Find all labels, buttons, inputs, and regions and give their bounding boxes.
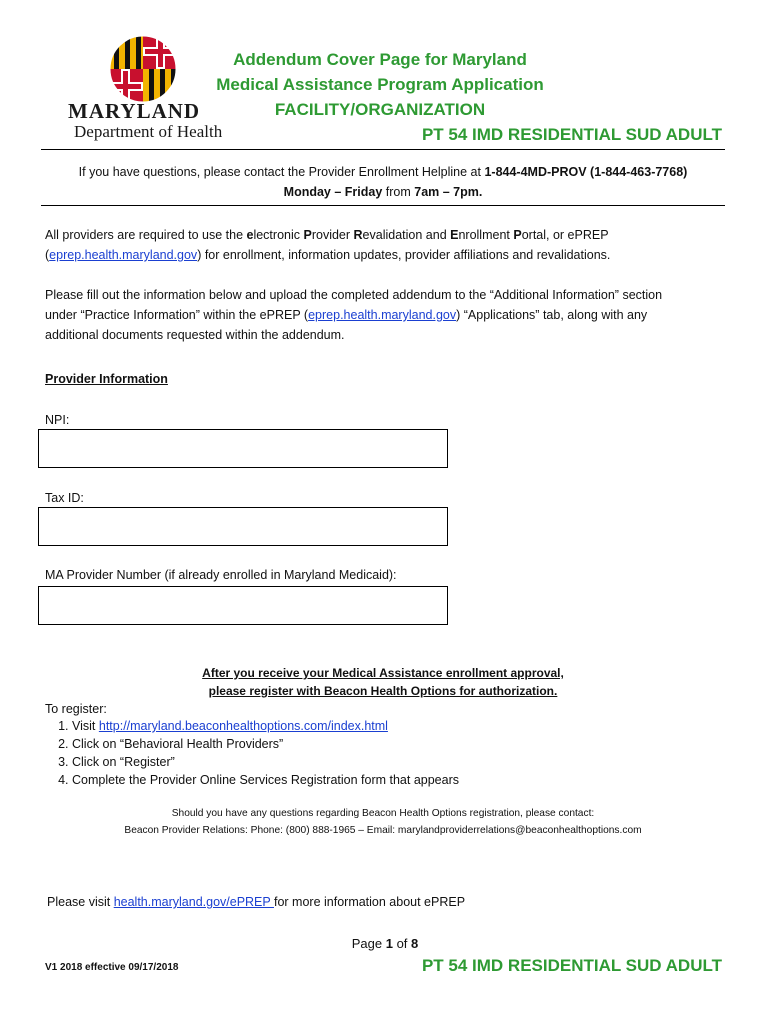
ma-provider-field[interactable] [38,586,448,625]
beacon-notice [41,664,725,700]
intro-p1-bold-e: e [246,228,254,242]
register-step-1 [72,717,722,735]
beacon-notice-line1: After you receive your Medical Assistance enrollment approval, [202,666,564,680]
helpline-divider [41,205,725,206]
logo-department-text: Department of Health [74,122,223,141]
eprep-link-1[interactable]: eprep.health.maryland.gov [49,248,198,262]
intro-p2-text-b: under “Practice Information” within the ePREP ( [45,308,309,322]
intro-p2-text-d: additional documents requested within the addendum. [45,328,345,342]
page-title-line1: Addendum Cover Page for Maryland [233,50,527,69]
ma-provider-value [39,598,45,612]
page-number [0,934,770,954]
register-step-3: 3. Click on “Register” [72,753,722,771]
beacon-notice-line2: please register with Beacon Health Options for authorization. [208,684,558,698]
helpline-prefix: If you have questions, please contact the Provider Enrollment Helpline at [78,165,485,179]
taxid-value [39,519,45,533]
beacon-register-link[interactable]: http://maryland.beaconhealthoptions.com/index.html [98,719,388,733]
beacon-contact-line2: Beacon Provider Relations: Phone: (800) 888-1965 – Email: marylandproviderrelations@beaconhealthoptions.com [124,825,642,836]
intro-p1-bold-p: P [303,228,312,242]
intro-p1-bold-r: R [353,228,363,242]
npi-value [39,441,45,455]
provider-type-footer: PT 54 IMD RESIDENTIAL SUD ADULT [421,956,722,975]
npi-label: NPI: [45,413,70,427]
intro-paragraph-1 [45,225,725,265]
helpline-phone: 1-844-4MD-PROV (1-844-463-7768) [484,165,688,179]
npi-field[interactable] [38,429,448,468]
more-info-text [47,892,465,912]
register-steps [22,717,722,789]
register-step-1-prefix: Visit [72,719,99,733]
provider-info-heading: Provider Information [45,372,168,386]
helpline-from: from [382,185,415,199]
taxid-label: Tax ID: [45,491,84,505]
register-step-4: 4. Complete the Provider Online Services Registration form that appears [72,771,722,789]
version-label: V1 2018 effective 09/17/2018 [45,962,179,973]
helpline-text [41,162,725,202]
eprep-info-link[interactable]: health.maryland.gov/ePREP [113,895,274,909]
page-title-line3: FACILITY/ORGANIZATION [274,100,486,119]
intro-p1-bold-p2: P [513,228,522,242]
intro-p2-text-a: Please fill out the information below and upload the completed addendum to the “Additional Information” section [45,288,663,302]
page-of: of [392,936,412,951]
intro-p1-text-c: rovider [311,228,354,242]
more-info-suffix: for more information about ePREP [273,895,466,909]
page-title-line2: Medical Assistance Program Application [216,75,544,94]
intro-p1-text-f: nrollment [458,228,514,242]
header-divider [41,149,725,150]
intro-p1-text-g: ortal, or ePREP [521,228,609,242]
beacon-contact [41,805,725,839]
page-current: 1 [385,936,393,951]
beacon-contact-line1: Should you have any questions regarding Beacon Health Options registration, please contact: [171,808,595,819]
taxid-field[interactable] [38,507,448,546]
helpline-days: Monday – Friday [283,185,383,199]
maryland-flag-icon [108,34,178,104]
register-step-2: 2. Click on “Behavioral Health Providers” [72,735,722,753]
ma-provider-label: MA Provider Number (if already enrolled in Maryland Medicaid): [45,568,397,582]
helpline-hours: 7am – 7pm. [414,185,483,199]
intro-p1-text-h: ) for enrollment, information updates, provider affiliations and revalidations. [197,248,611,262]
intro-p1-text-b: lectronic [253,228,304,242]
provider-type-header: PT 54 IMD RESIDENTIAL SUD ADULT [421,125,722,144]
intro-paragraph-2 [45,285,735,345]
page-total: 8 [411,936,419,951]
logo-maryland-text: MARYLAND [68,99,201,123]
intro-p1-text-d: evalidation and [362,228,451,242]
register-label: To register: [45,702,107,716]
intro-p2-text-c: ) “Applications” tab, along with any [456,308,648,322]
intro-p1-paren: ( [45,248,50,262]
intro-p1-bold-e2: E [450,228,459,242]
page-word: Page [351,936,386,951]
eprep-link-2[interactable]: eprep.health.maryland.gov [308,308,457,322]
more-info-prefix: Please visit [47,895,114,909]
intro-p1-text-a: All providers are required to use the [45,228,247,242]
